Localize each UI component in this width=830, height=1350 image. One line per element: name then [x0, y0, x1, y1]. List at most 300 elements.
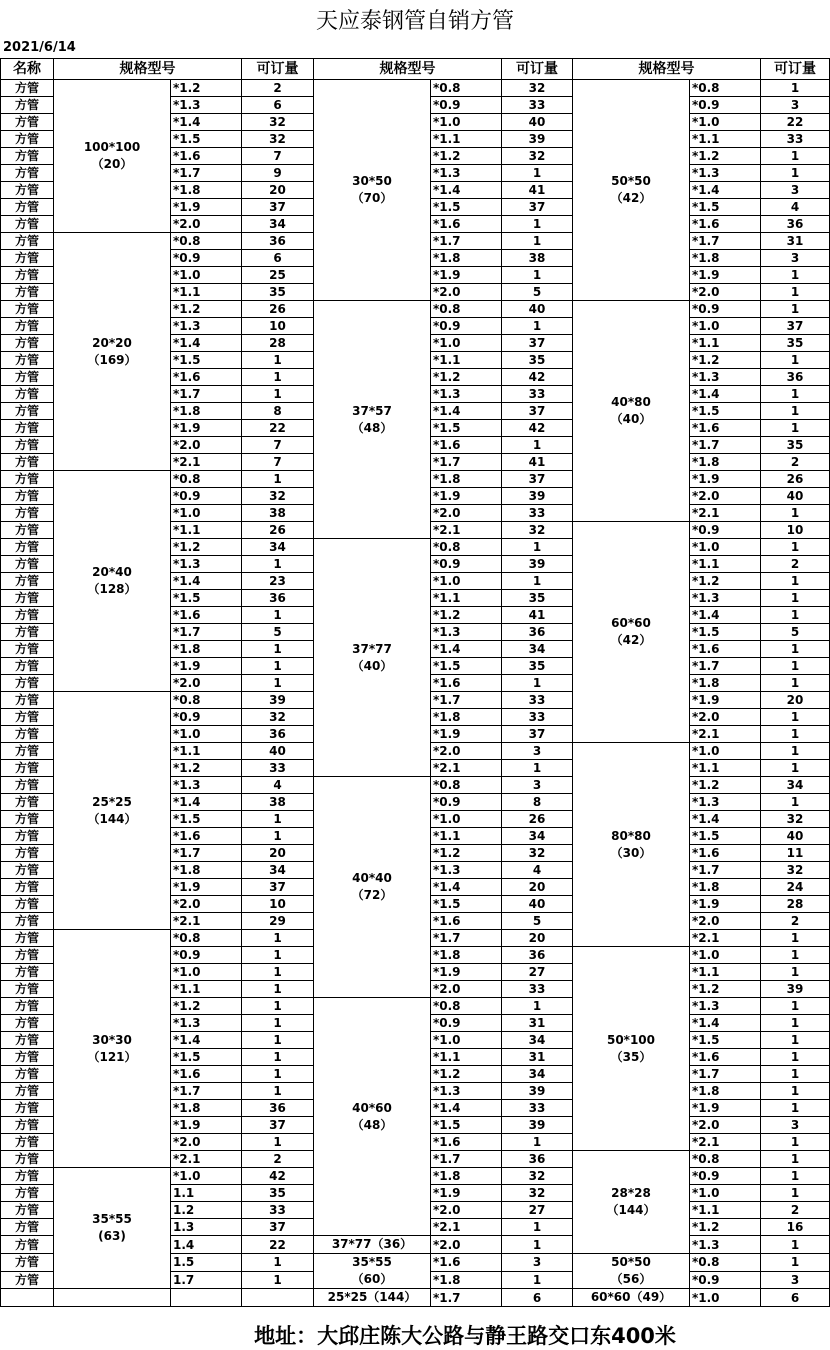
thickness-cell: *1.2 [171, 760, 242, 777]
thickness-cell: *1.0 [171, 505, 242, 522]
name-cell: 方管 [1, 1083, 54, 1100]
thickness-cell: *1.6 [431, 1134, 502, 1151]
qty-cell: 32 [502, 1168, 573, 1185]
spec-group: 40*40 （72） [314, 777, 431, 998]
qty-cell: 10 [761, 522, 830, 539]
thickness-cell: *1.1 [171, 522, 242, 539]
name-cell: 方管 [1, 896, 54, 913]
thickness-cell: *1.0 [431, 811, 502, 828]
thickness-cell: *2.0 [171, 1134, 242, 1151]
thickness-cell: *1.8 [171, 641, 242, 658]
qty-cell: 40 [502, 301, 573, 318]
thickness-cell: *0.9 [431, 97, 502, 114]
thickness-cell: *1.3 [690, 165, 761, 182]
qty-cell: 38 [242, 505, 314, 522]
qty-cell: 6 [502, 1289, 573, 1307]
thickness-cell: *1.1 [690, 556, 761, 573]
name-cell: 方管 [1, 1202, 54, 1219]
thickness-cell: *2.0 [690, 913, 761, 930]
thickness-cell: *1.2 [431, 1066, 502, 1083]
thickness-cell: *2.1 [431, 760, 502, 777]
thickness-cell: *1.1 [690, 131, 761, 148]
thickness-cell: *0.9 [171, 709, 242, 726]
qty-cell: 32 [502, 1185, 573, 1202]
qty-cell: 20 [502, 879, 573, 896]
thickness-cell: *1.2 [431, 369, 502, 386]
qty-cell: 24 [761, 879, 830, 896]
thickness-cell: *1.2 [690, 777, 761, 794]
qty-cell: 31 [761, 233, 830, 250]
spec-group: 50*50 （56） [573, 1254, 690, 1289]
qty-cell: 35 [502, 590, 573, 607]
name-cell: 方管 [1, 250, 54, 267]
qty-cell: 36 [502, 624, 573, 641]
qty-cell: 33 [502, 981, 573, 998]
qty-cell: 36 [761, 216, 830, 233]
qty-cell: 1 [502, 1219, 573, 1236]
qty-cell: 3 [761, 1117, 830, 1134]
thickness-cell: *1.6 [690, 845, 761, 862]
name-cell: 方管 [1, 607, 54, 624]
name-cell: 方管 [1, 573, 54, 590]
qty-cell: 11 [761, 845, 830, 862]
qty-cell: 1 [761, 1185, 830, 1202]
qty-cell: 35 [761, 335, 830, 352]
name-cell: 方管 [1, 794, 54, 811]
name-cell: 方管 [1, 675, 54, 692]
qty-cell: 1 [761, 930, 830, 947]
thickness-cell: *1.4 [690, 607, 761, 624]
qty-cell: 4 [761, 199, 830, 216]
name-cell: 方管 [1, 114, 54, 131]
spec-group: 50*100 （35） [573, 947, 690, 1151]
thickness-cell: *1.6 [431, 216, 502, 233]
thickness-cell: *1.6 [171, 1066, 242, 1083]
qty-cell: 38 [242, 794, 314, 811]
thickness-cell: *1.3 [171, 1015, 242, 1032]
qty-cell: 10 [242, 318, 314, 335]
name-cell: 方管 [1, 828, 54, 845]
qty-cell: 2 [761, 454, 830, 471]
thickness-cell: *1.8 [171, 182, 242, 199]
name-cell: 方管 [1, 998, 54, 1015]
thickness-cell: *0.9 [171, 250, 242, 267]
qty-cell: 33 [242, 760, 314, 777]
thickness-cell: *1.3 [171, 318, 242, 335]
thickness-cell: *0.8 [171, 930, 242, 947]
thickness-cell: 1.4 [171, 1236, 242, 1254]
qty-cell: 1 [761, 998, 830, 1015]
thickness-cell: *1.2 [171, 539, 242, 556]
thickness-cell: *1.4 [431, 879, 502, 896]
name-cell: 方管 [1, 1134, 54, 1151]
qty-cell: 20 [761, 692, 830, 709]
qty-cell: 32 [502, 148, 573, 165]
name-cell: 方管 [1, 1066, 54, 1083]
thickness-cell: *1.0 [690, 1289, 761, 1307]
qty-cell: 8 [242, 403, 314, 420]
thickness-cell: *1.7 [690, 233, 761, 250]
qty-cell: 5 [242, 624, 314, 641]
qty-cell: 27 [502, 1202, 573, 1219]
qty-cell: 10 [242, 896, 314, 913]
name-cell: 方管 [1, 148, 54, 165]
thickness-cell: *2.1 [171, 1151, 242, 1168]
qty-cell: 34 [502, 828, 573, 845]
qty-cell: 1 [502, 998, 573, 1015]
thickness-cell: *1.7 [431, 692, 502, 709]
qty-cell: 26 [502, 811, 573, 828]
qty-cell: 1 [761, 505, 830, 522]
thickness-cell: *1.6 [690, 216, 761, 233]
thickness-cell: *1.6 [431, 675, 502, 692]
qty-cell: 27 [502, 964, 573, 981]
thickness-cell: *1.1 [690, 1202, 761, 1219]
thickness-cell: *1.8 [431, 709, 502, 726]
qty-cell: 7 [242, 148, 314, 165]
qty-cell: 7 [242, 437, 314, 454]
qty-cell: 1 [761, 573, 830, 590]
qty-cell: 1 [502, 1236, 573, 1254]
spec-group: 37*77（36） [314, 1236, 431, 1254]
qty-cell: 34 [502, 1032, 573, 1049]
spec-group: 20*20 （169） [54, 233, 171, 471]
header-spec: 规格型号 [573, 59, 761, 80]
thickness-cell: *1.2 [690, 1219, 761, 1236]
name-cell: 方管 [1, 522, 54, 539]
thickness-cell: *1.4 [690, 811, 761, 828]
qty-cell: 5 [502, 284, 573, 301]
name-cell: 方管 [1, 318, 54, 335]
qty-cell: 29 [242, 913, 314, 930]
qty-cell: 34 [242, 216, 314, 233]
thickness-cell: *0.8 [690, 1254, 761, 1272]
thickness-cell: *2.1 [690, 505, 761, 522]
qty-cell: 3 [761, 1271, 830, 1289]
name-cell: 方管 [1, 386, 54, 403]
thickness-cell: *1.2 [171, 998, 242, 1015]
thickness-cell: *1.4 [431, 403, 502, 420]
thickness-cell: *1.9 [690, 471, 761, 488]
qty-cell: 20 [502, 930, 573, 947]
qty-cell: 36 [242, 726, 314, 743]
thickness-cell: *1.9 [690, 1100, 761, 1117]
qty-cell: 1 [242, 998, 314, 1015]
thickness-cell: *1.5 [171, 352, 242, 369]
qty-cell: 3 [761, 250, 830, 267]
qty-cell: 38 [502, 250, 573, 267]
qty-cell: 5 [502, 913, 573, 930]
qty-cell: 33 [502, 1100, 573, 1117]
qty-cell: 2 [761, 1202, 830, 1219]
qty-cell: 1 [761, 1049, 830, 1066]
thickness-cell: *1.3 [431, 1083, 502, 1100]
date-label: 2021/6/14 [3, 40, 76, 55]
qty-cell: 35 [502, 658, 573, 675]
qty-cell: 26 [761, 471, 830, 488]
thickness-cell: 1.1 [171, 1185, 242, 1202]
qty-cell: 1 [761, 1134, 830, 1151]
thickness-cell: 1.7 [171, 1271, 242, 1289]
thickness-cell: *1.4 [690, 386, 761, 403]
qty-cell: 34 [502, 641, 573, 658]
name-cell: 方管 [1, 743, 54, 760]
name-cell: 方管 [1, 692, 54, 709]
thickness-cell: *1.8 [431, 250, 502, 267]
qty-cell: 5 [761, 624, 830, 641]
name-cell: 方管 [1, 624, 54, 641]
qty-cell: 1 [502, 675, 573, 692]
thickness-cell: *1.6 [690, 641, 761, 658]
qty-cell: 34 [242, 862, 314, 879]
qty-cell: 1 [761, 743, 830, 760]
header-name: 名称 [1, 59, 54, 80]
spec-group: 40*80 （40） [573, 301, 690, 522]
name-cell: 方管 [1, 862, 54, 879]
qty-cell: 8 [502, 794, 573, 811]
qty-cell: 34 [761, 777, 830, 794]
qty-cell: 42 [502, 420, 573, 437]
thickness-cell: *1.1 [690, 335, 761, 352]
qty-cell: 36 [502, 1151, 573, 1168]
qty-cell: 1 [761, 1236, 830, 1254]
qty-cell: 1 [242, 556, 314, 573]
qty-cell: 3 [502, 743, 573, 760]
qty-cell: 3 [502, 1254, 573, 1272]
qty-cell: 42 [242, 1168, 314, 1185]
name-cell: 方管 [1, 352, 54, 369]
qty-cell: 32 [242, 709, 314, 726]
name-cell: 方管 [1, 233, 54, 250]
thickness-cell: *1.8 [171, 1100, 242, 1117]
name-cell: 方管 [1, 216, 54, 233]
thickness-cell: *1.6 [431, 913, 502, 930]
thickness-cell: *1.7 [431, 454, 502, 471]
qty-cell: 39 [502, 131, 573, 148]
spec-group: 37*57 （48） [314, 301, 431, 539]
thickness-cell: *1.8 [431, 1168, 502, 1185]
thickness-cell: *1.1 [431, 1049, 502, 1066]
qty-cell: 1 [761, 1100, 830, 1117]
thickness-cell: *1.6 [171, 607, 242, 624]
qty-cell: 7 [242, 454, 314, 471]
thickness-cell: *2.0 [690, 284, 761, 301]
thickness-cell: *0.9 [690, 1271, 761, 1289]
name-cell: 方管 [1, 1219, 54, 1236]
qty-cell: 37 [502, 199, 573, 216]
thickness-cell: *1.2 [690, 148, 761, 165]
qty-cell: 37 [242, 879, 314, 896]
name-cell: 方管 [1, 930, 54, 947]
spec-group: 80*80 （30） [573, 743, 690, 947]
qty-cell: 39 [502, 488, 573, 505]
qty-cell: 2 [761, 913, 830, 930]
thickness-cell: *1.7 [171, 624, 242, 641]
thickness-cell: *1.7 [690, 862, 761, 879]
name-cell: 方管 [1, 947, 54, 964]
thickness-cell: *1.6 [690, 420, 761, 437]
qty-cell: 2 [242, 1151, 314, 1168]
header-qty: 可订量 [502, 59, 573, 80]
name-cell: 方管 [1, 199, 54, 216]
name-cell: 方管 [1, 777, 54, 794]
spec-group: 25*25 （144） [54, 692, 171, 930]
thickness-cell: *1.6 [431, 437, 502, 454]
thickness-cell: *1.4 [171, 335, 242, 352]
thickness-cell: *1.8 [690, 879, 761, 896]
thickness-cell: *0.8 [431, 301, 502, 318]
thickness-cell: *1.5 [171, 1049, 242, 1066]
thickness-cell: *1.2 [690, 573, 761, 590]
qty-cell: 37 [761, 318, 830, 335]
qty-cell: 1 [761, 1168, 830, 1185]
thickness-cell: *1.7 [690, 1066, 761, 1083]
qty-cell: 1 [242, 607, 314, 624]
name-cell: 方管 [1, 981, 54, 998]
qty-cell: 1 [242, 1066, 314, 1083]
qty-cell: 4 [502, 862, 573, 879]
spec-group: 100*100 （20） [54, 80, 171, 233]
thickness-cell: *1.7 [431, 1151, 502, 1168]
qty-cell: 32 [502, 845, 573, 862]
header-spec: 规格型号 [314, 59, 502, 80]
name-cell: 方管 [1, 1117, 54, 1134]
qty-cell: 1 [502, 233, 573, 250]
qty-cell: 1 [242, 1049, 314, 1066]
thickness-cell: *1.6 [690, 1049, 761, 1066]
thickness-cell: *1.1 [431, 352, 502, 369]
qty-cell: 26 [242, 522, 314, 539]
qty-cell: 1 [502, 165, 573, 182]
qty-cell: 1 [242, 386, 314, 403]
qty-cell: 1 [761, 284, 830, 301]
thickness-cell: *1.9 [431, 726, 502, 743]
header-spec: 规格型号 [54, 59, 242, 80]
thickness-cell: *1.5 [431, 420, 502, 437]
thickness-cell: *0.8 [171, 692, 242, 709]
thickness-cell: *1.3 [431, 386, 502, 403]
thickness-cell: *0.9 [171, 488, 242, 505]
qty-cell: 36 [761, 369, 830, 386]
thickness-cell: *1.7 [171, 845, 242, 862]
qty-cell: 1 [761, 403, 830, 420]
thickness-cell: *1.2 [171, 80, 242, 97]
name-cell: 方管 [1, 80, 54, 97]
thickness-cell: *0.8 [431, 539, 502, 556]
qty-cell: 40 [761, 828, 830, 845]
name-cell: 方管 [1, 964, 54, 981]
thickness-cell: *0.8 [171, 471, 242, 488]
thickness-cell: *1.5 [690, 1032, 761, 1049]
thickness-cell: *2.0 [690, 488, 761, 505]
thickness-cell: *1.0 [690, 539, 761, 556]
thickness-cell: *1.0 [690, 114, 761, 131]
qty-cell: 1 [761, 1015, 830, 1032]
qty-cell: 41 [502, 607, 573, 624]
qty-cell: 32 [502, 522, 573, 539]
thickness-cell: *1.2 [431, 148, 502, 165]
qty-cell: 34 [502, 1066, 573, 1083]
thickness-cell: *1.3 [690, 998, 761, 1015]
thickness-cell: *2.0 [171, 216, 242, 233]
qty-cell: 40 [242, 743, 314, 760]
qty-cell: 1 [761, 1066, 830, 1083]
thickness-cell: *1.4 [171, 1032, 242, 1049]
thickness-cell: *1.9 [171, 879, 242, 896]
thickness-cell: *1.3 [690, 794, 761, 811]
thickness-cell: *1.8 [690, 675, 761, 692]
thickness-cell: *1.0 [171, 964, 242, 981]
thickness-cell: *2.0 [171, 675, 242, 692]
qty-cell: 33 [502, 386, 573, 403]
thickness-cell: *1.9 [690, 267, 761, 284]
qty-cell: 33 [242, 1202, 314, 1219]
qty-cell: 1 [242, 352, 314, 369]
name-cell: 方管 [1, 811, 54, 828]
name-cell: 方管 [1, 641, 54, 658]
thickness-cell: *1.2 [171, 301, 242, 318]
name-cell: 方管 [1, 1015, 54, 1032]
qty-cell: 42 [502, 369, 573, 386]
thickness-cell: *0.9 [690, 97, 761, 114]
spec-group: 60*60 （42） [573, 522, 690, 743]
thickness-cell: *2.0 [431, 1202, 502, 1219]
thickness-cell: *2.0 [431, 284, 502, 301]
thickness-cell: *1.8 [431, 471, 502, 488]
qty-cell: 22 [761, 114, 830, 131]
qty-cell: 32 [761, 862, 830, 879]
qty-cell: 1 [502, 573, 573, 590]
name-cell: 方管 [1, 1049, 54, 1066]
thickness-cell: *2.1 [690, 930, 761, 947]
name-cell: 方管 [1, 301, 54, 318]
thickness-cell: *1.0 [431, 335, 502, 352]
qty-cell: 2 [242, 80, 314, 97]
thickness-cell: *1.8 [171, 862, 242, 879]
thickness-cell: 1.3 [171, 1219, 242, 1236]
thickness-cell: *2.1 [431, 522, 502, 539]
thickness-cell: *1.3 [171, 777, 242, 794]
qty-cell: 1 [761, 675, 830, 692]
name-cell: 方管 [1, 913, 54, 930]
qty-cell: 20 [242, 182, 314, 199]
empty-cell [54, 1289, 171, 1307]
thickness-cell: *1.0 [690, 318, 761, 335]
spec-group: 20*40 （128） [54, 471, 171, 692]
thickness-cell: *1.1 [431, 590, 502, 607]
thickness-cell: *2.0 [431, 743, 502, 760]
thickness-cell: *0.8 [431, 998, 502, 1015]
qty-cell: 22 [242, 420, 314, 437]
qty-cell: 37 [502, 726, 573, 743]
spec-group: 35*55 （60） [314, 1254, 431, 1289]
qty-cell: 35 [242, 1185, 314, 1202]
thickness-cell: *1.8 [431, 1271, 502, 1289]
thickness-cell: *1.7 [171, 165, 242, 182]
thickness-cell: *1.7 [690, 437, 761, 454]
thickness-cell: *1.3 [690, 1236, 761, 1254]
qty-cell: 3 [761, 182, 830, 199]
thickness-cell: *1.5 [431, 199, 502, 216]
name-cell: 方管 [1, 1254, 54, 1272]
qty-cell: 28 [242, 335, 314, 352]
name-cell: 方管 [1, 131, 54, 148]
name-cell: 方管 [1, 1168, 54, 1185]
qty-cell: 28 [761, 896, 830, 913]
thickness-cell: *1.5 [171, 590, 242, 607]
thickness-cell: *0.9 [690, 301, 761, 318]
qty-cell: 33 [502, 692, 573, 709]
